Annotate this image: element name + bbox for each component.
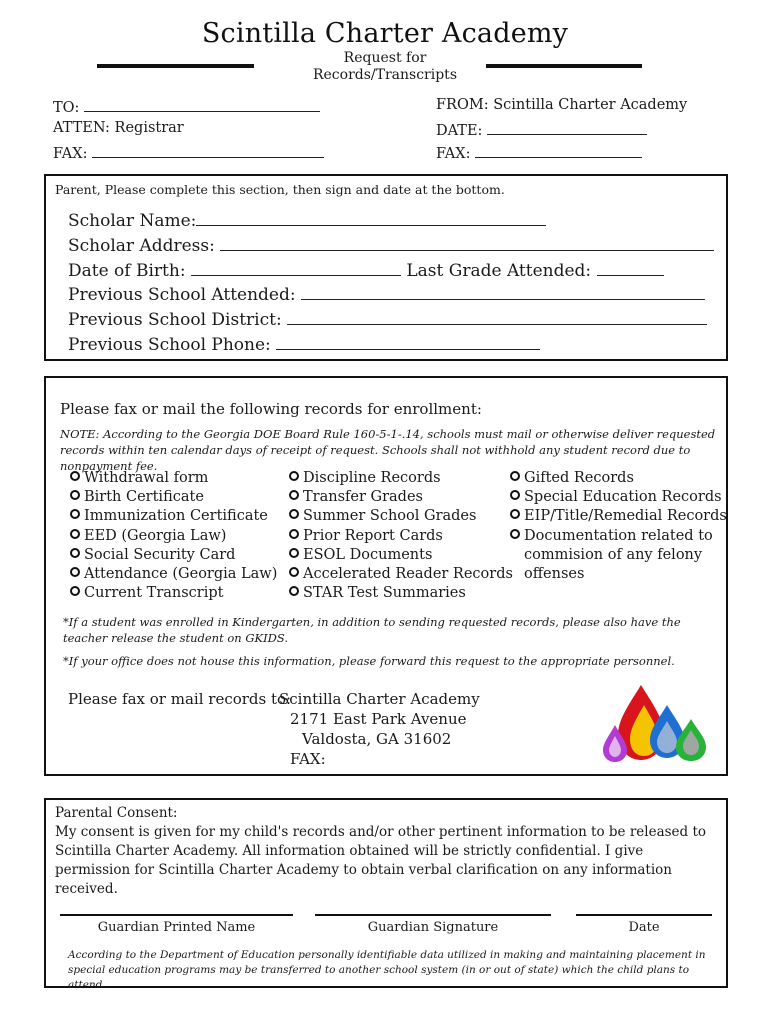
legal-notice: According to the Department of Education personally identifiable data utilized in making and maintaining placement in special education programs may be transferred to another school system (in or out of state) which the child plans to attend. <box>68 949 706 991</box>
record-checkbox-item[interactable] <box>289 565 513 584</box>
fax-to-line <box>92 143 324 158</box>
record-checkbox-item[interactable] <box>70 546 277 565</box>
record-checkbox-item[interactable] <box>289 507 513 526</box>
record-label: Transfer Grades <box>303 489 423 506</box>
record-checkbox-item[interactable] <box>289 584 513 603</box>
guardian-name-label: Guardian Printed Name <box>97 920 256 935</box>
checkbox-circle-icon[interactable] <box>510 471 520 481</box>
checkbox-circle-icon[interactable] <box>510 490 520 500</box>
prev-phone-line <box>276 333 540 350</box>
record-checkbox-item[interactable] <box>289 546 513 565</box>
record-label: Special Education Records <box>524 489 722 506</box>
to-field[interactable] <box>53 97 320 116</box>
record-checkbox-item[interactable] <box>70 565 277 584</box>
subtitle-line-2: Records/Transcripts <box>312 67 457 83</box>
checkbox-circle-icon[interactable] <box>289 567 299 577</box>
records-heading: Please fax or mail the following records for enrollment: <box>60 400 482 418</box>
checkbox-circle-icon[interactable] <box>70 529 80 539</box>
from-text: FROM: Scintilla Charter Academy <box>436 97 688 113</box>
scholar-instruction: Parent, Please complete this section, then sign and date at the bottom. <box>55 182 505 197</box>
page-title: Scintilla Charter Academy <box>201 18 569 49</box>
record-label: Documentation related to <box>524 527 713 544</box>
dob-field[interactable] <box>68 261 401 281</box>
prev-phone-label: Previous School Phone: <box>68 334 271 355</box>
prev-phone-field[interactable] <box>68 333 714 358</box>
records-column-3 <box>510 469 727 584</box>
record-label: Immunization Certificate <box>84 508 268 525</box>
record-checkbox-item[interactable] <box>289 527 513 546</box>
checkbox-circle-icon[interactable] <box>70 548 80 558</box>
mail-street: 2171 East Park Avenue <box>290 710 467 728</box>
record-label: Discipline Records <box>303 470 441 486</box>
scholar-fields <box>68 209 714 358</box>
to-label: TO: <box>53 100 80 116</box>
record-label: EED (Georgia Law) <box>84 527 227 544</box>
record-label: Birth Certificate <box>84 489 204 506</box>
checkbox-circle-icon[interactable] <box>70 567 80 577</box>
dob-line <box>191 259 401 276</box>
record-label: Accelerated Reader Records <box>303 566 513 583</box>
record-label: Current Transcript <box>84 585 224 602</box>
record-checkbox-item[interactable] <box>70 469 277 488</box>
date-label-bottom: Date <box>628 920 660 935</box>
record-label: EIP/Title/Remedial Records <box>524 508 727 525</box>
date-label: DATE: <box>436 123 483 139</box>
fax-to-field[interactable] <box>53 143 324 162</box>
prev-school-field[interactable] <box>68 283 714 308</box>
record-checkbox-item[interactable] <box>510 527 727 546</box>
scholar-name-label: Scholar Name: <box>68 211 197 231</box>
record-label: Gifted Records <box>524 470 634 486</box>
subtitle-line-1: Request for <box>343 50 427 66</box>
record-label-continued: offenses <box>524 566 585 583</box>
dob-label: Date of Birth: <box>68 260 186 281</box>
last-grade-label: Last Grade Attended: <box>406 260 592 281</box>
record-checkbox-item[interactable] <box>510 507 727 526</box>
fax-from-line <box>475 143 642 158</box>
records-column-2 <box>289 469 513 603</box>
water-drops-logo <box>600 683 712 765</box>
guardian-signature-line[interactable] <box>315 914 551 916</box>
mail-fax: FAX: <box>290 750 326 768</box>
record-checkbox-item[interactable] <box>510 469 727 488</box>
checkbox-circle-icon[interactable] <box>289 471 299 481</box>
subtitle <box>0 50 770 84</box>
checkbox-circle-icon[interactable] <box>289 509 299 519</box>
scholar-name-field[interactable] <box>68 209 714 234</box>
prev-district-line <box>287 308 707 325</box>
record-checkbox-item[interactable] <box>70 488 277 507</box>
prev-school-line <box>301 283 705 300</box>
date-line <box>487 120 647 135</box>
checkbox-circle-icon[interactable] <box>70 586 80 596</box>
checkbox-circle-icon[interactable] <box>289 529 299 539</box>
mail-name: Scintilla Charter Academy <box>279 690 480 708</box>
mail-city: Valdosta, GA 31602 <box>302 730 452 748</box>
record-checkbox-item[interactable] <box>510 488 727 507</box>
checkbox-circle-icon[interactable] <box>510 529 520 539</box>
record-checkbox-item[interactable] <box>70 584 277 603</box>
record-item-continuation <box>510 546 727 565</box>
checkbox-circle-icon[interactable] <box>289 548 299 558</box>
records-note: NOTE: According to the Georgia DOE Board Rule 160-5-1-.14, schools must mail or otherwise deliver requested records within ten calendar days of receipt of request. Schools shall not withhold any student record due to nonpayment fee. <box>60 427 716 473</box>
checkbox-circle-icon[interactable] <box>70 509 80 519</box>
record-label: Prior Report Cards <box>303 527 443 544</box>
checkbox-circle-icon[interactable] <box>289 490 299 500</box>
fax-from-field[interactable] <box>436 143 642 162</box>
last-grade-line <box>597 259 664 276</box>
to-line <box>84 97 320 112</box>
checkbox-circle-icon[interactable] <box>289 586 299 596</box>
fax-to-label: FAX: <box>53 146 88 162</box>
mail-label: Please fax or mail records to: <box>68 690 292 708</box>
record-checkbox-item[interactable] <box>289 469 513 488</box>
prev-school-label: Previous School Attended: <box>68 285 296 306</box>
checkbox-circle-icon[interactable] <box>510 509 520 519</box>
footnote-kindergarten: *If a student was enrolled in Kindergarten, in addition to sending requested records, please also have the teacher release the student on GKIDS. <box>63 615 681 645</box>
consent-heading: Parental Consent: <box>55 805 178 821</box>
last-grade-field[interactable] <box>406 261 663 281</box>
fax-from-label: FAX: <box>436 146 471 162</box>
record-checkbox-item[interactable] <box>289 488 513 507</box>
prev-district-label: Previous School District: <box>68 310 282 331</box>
guardian-name-line[interactable] <box>60 914 293 916</box>
dob-grade-row <box>68 259 714 284</box>
record-item-continuation <box>510 565 727 584</box>
record-checkbox-item[interactable] <box>70 527 277 546</box>
atten-text: ATTEN: Registrar <box>53 120 184 136</box>
scholar-address-line <box>220 234 714 251</box>
scholar-address-label: Scholar Address: <box>68 235 215 256</box>
record-label: Summer School Grades <box>303 508 477 525</box>
record-label: Attendance (Georgia Law) <box>84 566 278 583</box>
record-label: Withdrawal form <box>84 470 209 486</box>
record-checkbox-item[interactable] <box>70 507 277 526</box>
record-label: STAR Test Summaries <box>303 585 466 602</box>
footnote-forward: *If your office does not house this information, please forward this request to the appropriate personnel. <box>63 654 675 668</box>
scholar-address-field[interactable] <box>68 234 714 259</box>
date-field[interactable] <box>436 120 647 139</box>
record-label: Social Security Card <box>84 546 236 563</box>
scholar-name-line <box>196 209 546 226</box>
record-label-continued: commision of any felony <box>524 546 703 563</box>
date-signature-line[interactable] <box>576 914 712 916</box>
checkbox-circle-icon[interactable] <box>70 471 80 481</box>
prev-district-field[interactable] <box>68 308 714 333</box>
consent-text: My consent is given for my child's records and/or other pertinent information to be released to Scintilla Charter Academy. All information obtained will be strictly confidential. I give permission for Scintilla Charter Academy to obtain verbal clarification on any information received. <box>55 824 707 897</box>
checkbox-circle-icon[interactable] <box>70 490 80 500</box>
record-label: ESOL Documents <box>303 546 433 563</box>
guardian-signature-label: Guardian Signature <box>367 920 499 935</box>
records-column-1 <box>70 469 277 603</box>
